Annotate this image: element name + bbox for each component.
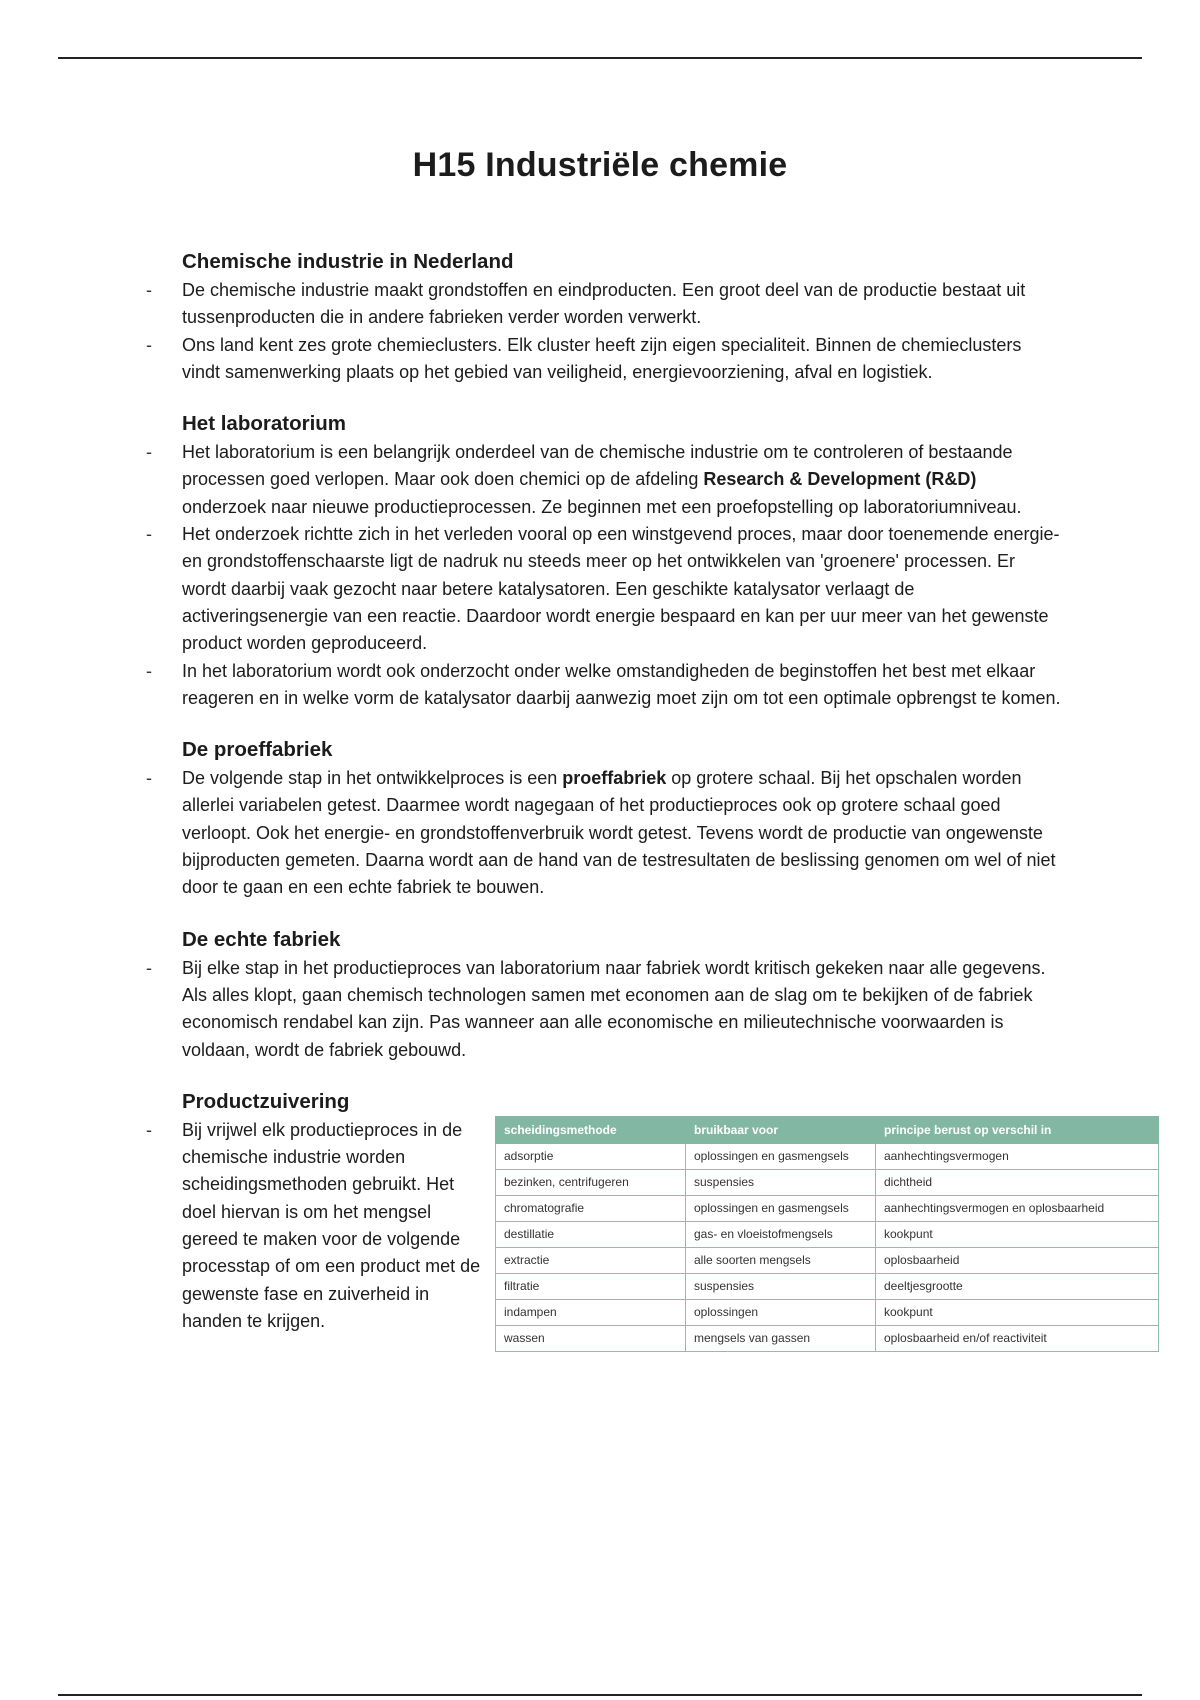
table-cell: oplossingen en gasmengsels — [686, 1143, 876, 1169]
table-row — [496, 1325, 1159, 1351]
table-row — [496, 1195, 1159, 1221]
bullet-item: - Ons land kent zes grote chemieclusters. Elk cluster heeft zijn eigen specialiteit. Binnen de chemieclusters vindt samenwerking plaats op het gebied van veiligheid, energievoorziening, afval en logistiek. — [182, 332, 1062, 387]
table-header-row — [496, 1116, 1159, 1143]
table-cell: adsorptie — [496, 1143, 686, 1169]
section-echte-fabriek — [182, 926, 1062, 1064]
table-row — [496, 1221, 1159, 1247]
table-cell: oplosbaarheid — [876, 1247, 1159, 1273]
table-cell: aanhechtingsvermogen en oplosbaarheid — [876, 1195, 1159, 1221]
table-row — [496, 1143, 1159, 1169]
bullet-list — [182, 439, 1062, 712]
section-chemische-industrie — [182, 248, 1062, 386]
bullet-text: op grotere schaal. Bij het opschalen worden allerlei variabelen getest. Daarmee wordt nagegaan of het productieproces ook op grotere schaal goed verloopt. Ook het energie- en grondstoffenverbruik wordt getest. Tevens wordt de productie van ongewenste bijproducten gemeten. Daarna wordt aan de hand van de testresultaten de beslissing genomen om wel of niet door te gaan en een echte fabriek te bouwen. — [182, 768, 1056, 898]
section-proeffabriek — [182, 736, 1062, 901]
section-heading: Chemische industrie in Nederland — [182, 250, 514, 273]
section-laboratorium — [182, 410, 1062, 712]
bullet-item: - Het onderzoek richtte zich in het verleden vooral op een winstgevend proces, maar door toenemende energie- en grondstoffenschaarste ligt de nadruk nu steeds meer op het ontwikkelen van 'groenere' processen. Er wordt daarbij vaak gezocht naar betere katalysatoren. Een geschikte katalysator verlaagt de activeringsenergie van een reactie. Daardoor wordt energie bespaard en kan per uur meer van het gewenste product worden geproduceerd. — [182, 521, 1062, 657]
table-cell: kookpunt — [876, 1299, 1159, 1325]
bullet-text: Het laboratorium is een belangrijk onderdeel van de chemische industrie om te controleren of bestaande processen goed verlopen. Maar ook doen chemici op de afdeling — [182, 442, 1013, 490]
table-cell: deeltjesgrootte — [876, 1273, 1159, 1299]
table-cell: dichtheid — [876, 1169, 1159, 1195]
bold-term: proeffabriek — [562, 768, 667, 789]
table-cell: kookpunt — [876, 1221, 1159, 1247]
table-cell: alle soorten mengsels — [686, 1247, 876, 1273]
table-row — [496, 1273, 1159, 1299]
table-cell: oplossingen en gasmengsels — [686, 1195, 876, 1221]
bullet-text: De volgende stap in het ontwikkelproces is een — [182, 768, 563, 789]
table-cell: mengsels van gassen — [686, 1325, 876, 1351]
table-row — [496, 1247, 1159, 1273]
bullet-list — [182, 277, 1062, 386]
bullet-item — [182, 439, 1062, 521]
bullet-item — [182, 765, 1062, 901]
table-header-cell: bruikbaar voor — [686, 1116, 876, 1143]
bullet-list — [182, 1117, 482, 1335]
section-heading: Productzuivering — [182, 1089, 350, 1113]
bottom-rule — [58, 1694, 1142, 1696]
section-productzuivering — [182, 1088, 1105, 1346]
table-cell: oplossingen — [686, 1299, 876, 1325]
bullet-item: - In het laboratorium wordt ook onderzocht onder welke omstandigheden de beginstoffen het best met elkaar reageren en in welke vorm de katalysator daarbij aanwezig moet zijn om tot een optimale opbrengst te komen. — [182, 658, 1062, 713]
top-rule — [58, 57, 1142, 59]
bullet-list — [182, 955, 1062, 1064]
table-cell: chromatografie — [496, 1195, 686, 1221]
table-cell: gas- en vloeistofmengsels — [686, 1221, 876, 1247]
bullet-item: - Bij elke stap in het productieproces van laboratorium naar fabriek wordt kritisch gekeken naar alle gegevens. Als alles klopt, gaan chemisch technologen samen met economen aan de slag om te bekijken of de fabriek economisch rendabel kan zijn. Pas wanneer aan alle economische en milieutechnische voorwaarden is voldaan, wordt de fabriek gebouwd. — [182, 955, 1062, 1064]
bullet-item: - Bij vrijwel elk productieproces in de chemische industrie worden scheidingsmethoden gebruikt. Het doel hiervan is om het mengsel gereed te maken voor de volgende processtap of om een product met de gewenste fase en zuiverheid in handen te krijgen. — [182, 1117, 482, 1335]
bullet-text: onderzoek naar nieuwe productieprocessen. Ze beginnen met een proefopstelling op laboratoriumniveau. — [182, 496, 1022, 517]
table-cell: suspensies — [686, 1273, 876, 1299]
table-cell: extractie — [496, 1247, 686, 1273]
section-heading: De echte fabriek — [182, 927, 341, 951]
table-cell: aanhechtingsvermogen — [876, 1143, 1159, 1169]
table-row — [496, 1169, 1159, 1195]
bullet-list — [182, 765, 1062, 901]
section-heading: Het laboratorium — [182, 412, 347, 436]
table-cell: suspensies — [686, 1169, 876, 1195]
table-cell: filtratie — [496, 1273, 686, 1299]
table-cell: bezinken, centrifugeren — [496, 1169, 686, 1195]
table-cell: wassen — [496, 1325, 686, 1351]
table-cell: destillatie — [496, 1221, 686, 1247]
table-row — [496, 1299, 1159, 1325]
separation-methods-table — [495, 1116, 1159, 1352]
table-header-cell: scheidingsmethode — [496, 1116, 686, 1143]
document-body — [182, 248, 1105, 1359]
page-title: H15 Industriële chemie — [412, 146, 788, 184]
bullet-item: - De chemische industrie maakt grondstoffen en eindproducten. Een groot deel van de productie bestaat uit tussenproducten die in andere fabrieken verder worden verwerkt. — [182, 277, 1062, 332]
table-header-cell: principe berust op verschil in — [876, 1116, 1159, 1143]
table-cell: oplosbaarheid en/of reactiviteit — [876, 1325, 1159, 1351]
table-cell: indampen — [496, 1299, 686, 1325]
section-heading: De proeffabriek — [182, 738, 333, 762]
bold-term: Research & Development (R&D) — [703, 469, 977, 490]
